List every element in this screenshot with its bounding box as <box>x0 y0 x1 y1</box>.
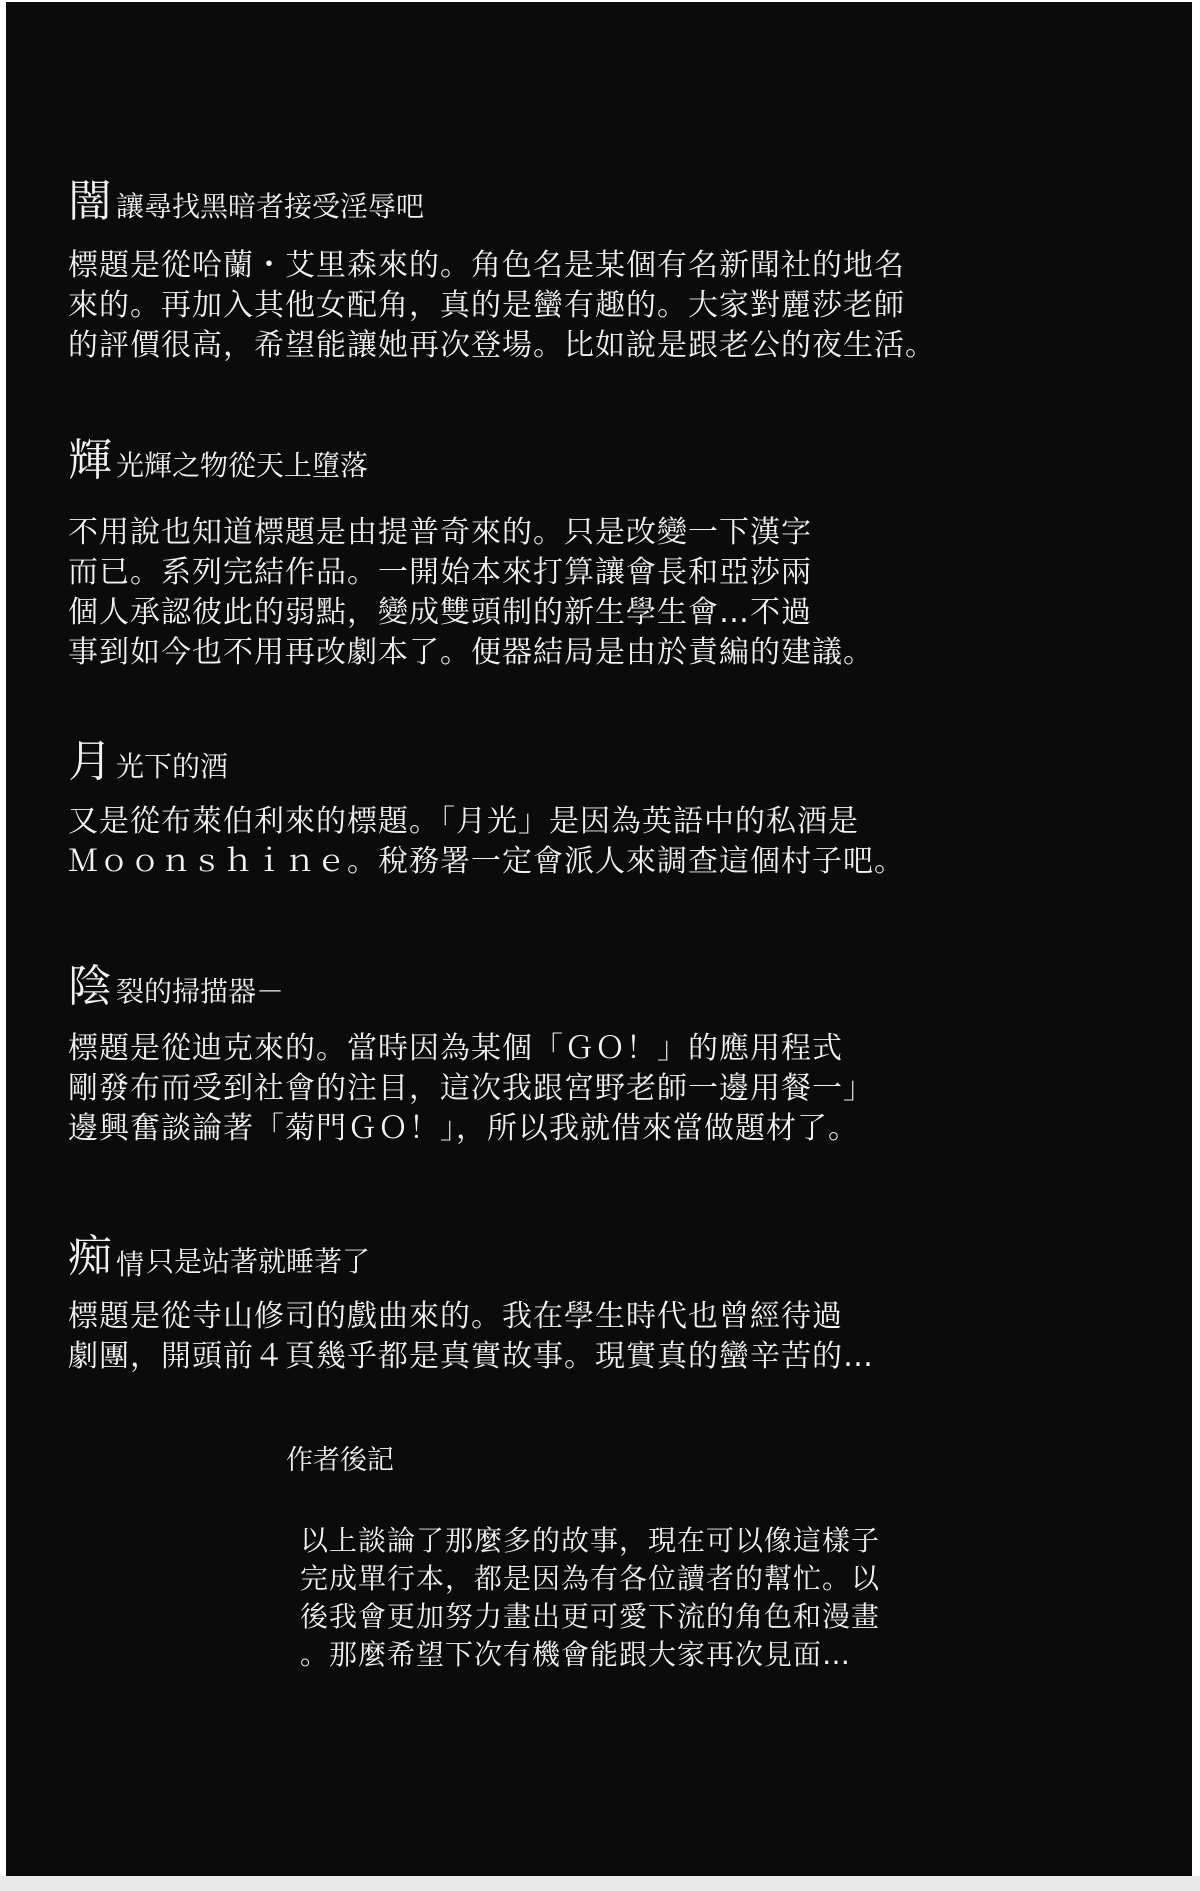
body-line: 標題是從哈蘭・艾里森來的。角色名是某個有名新聞社的地名 <box>68 248 905 283</box>
afterword-line: 以上談論了那麼多的故事，現在可以像這樣子 <box>300 1524 881 1557</box>
afterword-line: 。那麼希望下次有機會能跟大家再次見面… <box>300 1638 852 1671</box>
body-line: 而已。系列完結作品。一開始本來打算讓會長和亞莎兩 <box>68 555 812 590</box>
body-line: 邊興奮談論著「菊門ＧＯ！」，所以我就借來當做題材了。 <box>68 1111 859 1146</box>
section-body <box>68 513 1148 673</box>
body-line: Ｍｏｏｎｓｈｉｎｅ。稅務署一定會派人來調查這個村子吧。 <box>68 844 905 879</box>
section-body <box>68 802 1148 882</box>
body-line: 的評價很高，希望能讓她再次登場。比如說是跟老公的夜生活。 <box>68 328 936 363</box>
section-body <box>68 1297 1148 1377</box>
section-heading <box>68 435 1148 486</box>
afterword-line: 完成單行本，都是因為有各位讀者的幫忙。以 <box>300 1562 881 1595</box>
body-line: 個人承認彼此的弱點，變成雙頭制的新生學生會…不過 <box>68 595 812 630</box>
section-body <box>68 1029 1148 1149</box>
afterword <box>286 1447 1066 1674</box>
heading-kanji: 痴 <box>68 1231 112 1282</box>
body-line: 標題是從寺山修司的戲曲來的。我在學生時代也曾經待過 <box>68 1299 843 1334</box>
page-bottom-margin <box>0 1876 1200 1891</box>
section-heading <box>68 961 1148 1012</box>
body-line: 事到如今也不用再改劇本了。便器結局是由於責編的建議。 <box>68 635 874 670</box>
manga-page <box>6 2 1192 1876</box>
afterword-line: 後我會更加努力畫出更可愛下流的角色和漫畫 <box>300 1600 881 1633</box>
story-note-section-1 <box>68 176 1148 366</box>
section-body <box>68 246 1148 366</box>
body-line: 來的。再加入其他女配角，真的是蠻有趣的。大家對麗莎老師 <box>68 288 905 323</box>
heading-subtitle: 光下的酒 <box>116 750 229 783</box>
body-line: 又是從布萊伯利來的標題。「月光」是因為英語中的私酒是 <box>68 804 859 839</box>
body-line: 不用說也知道標題是由提普奇來的。只是改變一下漢字 <box>68 515 812 550</box>
body-line: 剛發布而受到社會的注目，這次我跟宮野老師一邊用餐一」 <box>68 1071 874 1106</box>
heading-kanji: 月 <box>68 736 112 787</box>
body-line: 劇團，開頭前４頁幾乎都是真實故事。現實真的蠻辛苦的… <box>68 1339 874 1374</box>
section-heading <box>68 1231 1148 1282</box>
story-note-section-2 <box>68 435 1148 673</box>
section-heading <box>68 176 1148 227</box>
body-line: 標題是從迪克來的。當時因為某個「ＧＯ！」的應用程式 <box>68 1031 843 1066</box>
heading-kanji: 陰 <box>68 961 112 1012</box>
story-note-section-5 <box>68 1231 1148 1377</box>
afterword-title: 作者後記 <box>286 1445 394 1476</box>
heading-kanji-secondary: 情 <box>116 1248 145 1281</box>
heading-subtitle: 裂的掃描器－ <box>116 975 285 1008</box>
heading-subtitle: 讓尋找黑暗者接受淫辱吧 <box>116 190 425 223</box>
heading-subtitle: 只是站著就睡著了 <box>146 1245 371 1278</box>
section-heading <box>68 736 1148 787</box>
story-note-section-3 <box>68 736 1148 882</box>
heading-kanji: 輝 <box>68 435 112 486</box>
afterword-body <box>300 1522 1066 1674</box>
heading-kanji: 闇 <box>68 176 112 227</box>
story-note-section-4 <box>68 961 1148 1149</box>
heading-subtitle: 光輝之物從天上墮落 <box>116 449 369 482</box>
